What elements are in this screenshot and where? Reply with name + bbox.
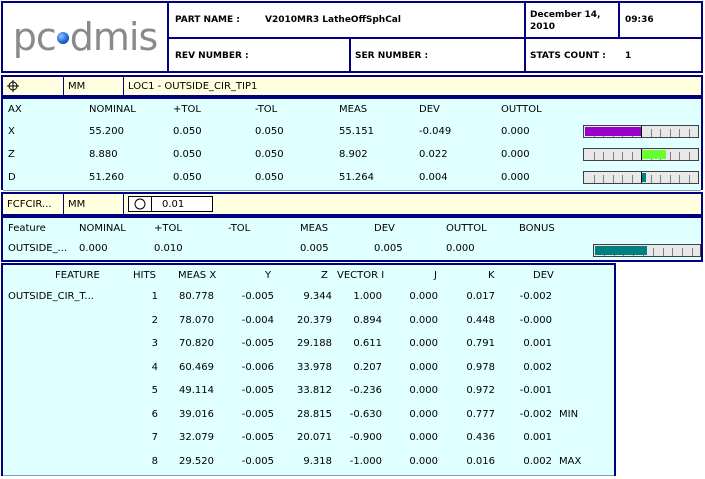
col-outtol: OUTTOL [501, 104, 542, 115]
stats-count-value: 1 [625, 51, 632, 61]
cell-k: 0.978 [466, 361, 495, 373]
part-name-value: V2010MR3 LatheOffSphCal [265, 15, 401, 25]
fcf-col-outtol: OUTTOL [446, 223, 487, 234]
logo-dot-icon [57, 32, 69, 44]
cell-k: 0.448 [466, 314, 495, 326]
cell-dev: 0.002 [523, 361, 552, 373]
cell-minus-tol: 0.050 [255, 172, 284, 183]
table-row[interactable] [3, 287, 614, 312]
cell-hits: 8 [151, 455, 158, 467]
ser-number-label: SER NUMBER : [355, 51, 429, 61]
table-row[interactable] [3, 358, 614, 383]
cell-x: 29.520 [179, 455, 214, 467]
cell-meas: 8.902 [339, 149, 368, 160]
cell-i: 0.207 [353, 361, 382, 373]
feature-name: LOC1 - OUTSIDE_CIR_TIP1 [128, 80, 258, 92]
cell-ax: Z [8, 149, 15, 160]
location-feature-row[interactable] [1, 75, 703, 97]
cell-z: 33.978 [297, 361, 332, 373]
hits-col-dev: DEV [533, 270, 554, 281]
cell-y: -0.005 [241, 385, 274, 396]
cell-plus-tol: 0.050 [173, 149, 202, 160]
deviation-fill [641, 150, 666, 159]
table-row[interactable] [3, 334, 614, 359]
cell-y: -0.005 [241, 291, 274, 302]
fcf-deviation-bar [593, 244, 701, 257]
cell-k: 0.436 [466, 432, 495, 443]
fcf-outtol: 0.000 [446, 243, 475, 254]
cell-x: 39.016 [179, 408, 214, 420]
cell-dev: 0.001 [523, 338, 552, 349]
cell-nominal: 55.200 [89, 126, 124, 137]
cell-j: 0.000 [409, 361, 438, 373]
fcf-table [1, 216, 703, 262]
cell-outtol: 0.000 [501, 126, 530, 137]
fcf-meas: 0.005 [300, 243, 329, 254]
cell-dev: -0.002 [519, 291, 552, 302]
report-date: December 14, 2010 [530, 10, 601, 32]
cell-y: -0.005 [241, 408, 274, 420]
table-row[interactable] [3, 452, 614, 477]
fcf-feature: OUTSIDE_... [8, 243, 68, 254]
cell-z: 29.188 [297, 338, 332, 349]
hits-col-feature: FEATURE [55, 270, 100, 281]
cell-y: -0.004 [241, 314, 274, 326]
cell-i: 1.000 [353, 291, 382, 302]
cell-minus-tol: 0.050 [255, 149, 284, 160]
hits-col-hits: HITS [133, 270, 156, 281]
crosshair-icon [3, 77, 64, 95]
deviation-bar [583, 171, 699, 184]
fcf-col-nominal: NOMINAL [79, 223, 126, 234]
cell-k: 0.017 [466, 291, 495, 302]
fcf-nominal: 0.000 [79, 243, 108, 254]
fcf-feature-row[interactable] [1, 192, 703, 216]
fcf-tolerance-value: 0.01 [162, 198, 185, 210]
cell-nominal: 8.880 [89, 149, 118, 160]
rev-number-label: REV NUMBER : [175, 51, 249, 61]
report-header [1, 1, 703, 73]
cell-x: 70.820 [179, 338, 214, 349]
units-label: MM [64, 77, 124, 95]
report-time: 09:36 [625, 15, 654, 25]
fcf-units: MM [64, 194, 124, 214]
cell-minus-tol: 0.050 [255, 126, 284, 137]
cell-outtol: 0.000 [501, 172, 530, 183]
table-header [3, 99, 701, 121]
cell-i: -0.630 [349, 408, 382, 420]
cell-nominal: 51.260 [89, 172, 124, 183]
pcdmis-logo: pc dmis [3, 3, 169, 71]
fcf-col-feature: Feature [8, 223, 46, 234]
cell-j: 0.000 [409, 432, 438, 443]
cell-dev: -0.000 [519, 314, 552, 326]
cell-x: 32.079 [179, 432, 214, 443]
cell-note: MAX [559, 455, 582, 467]
cell-j: 0.000 [409, 338, 438, 349]
hits-col-k: K [488, 270, 495, 281]
table-row[interactable] [3, 144, 701, 168]
fcf-col-bonus: BONUS [519, 223, 555, 234]
cell-x: 60.469 [179, 361, 214, 373]
cell-z: 9.318 [303, 455, 332, 467]
fcf-data-row[interactable] [3, 240, 701, 260]
fcf-dev: 0.005 [374, 243, 403, 254]
circularity-icon [129, 197, 152, 211]
cell-ax: D [8, 172, 16, 183]
col-meas: MEAS [339, 104, 368, 115]
fcf-col-meas: MEAS [300, 223, 329, 234]
cell-meas: 51.264 [339, 172, 374, 183]
col-plus-tol: +TOL [173, 104, 201, 115]
cell-dev: 0.022 [419, 149, 448, 160]
hits-col-meas-x: MEAS X [178, 270, 217, 281]
cell-j: 0.000 [409, 291, 438, 302]
cell-x: 49.114 [179, 385, 214, 396]
cell-z: 33.812 [297, 385, 332, 396]
cell-hits: 1 [151, 291, 158, 302]
stats-count-label: STATS COUNT : [530, 51, 606, 61]
cell-x: 78.070 [179, 314, 214, 326]
table-row[interactable] [3, 121, 701, 145]
cell-k: 0.972 [466, 385, 495, 396]
fcf-col-dev: DEV [374, 223, 395, 234]
hits-col-z: Z [321, 270, 328, 281]
cell-dev: 0.002 [523, 455, 552, 467]
cell-dev: 0.001 [523, 432, 552, 443]
table-row[interactable] [3, 405, 614, 430]
cell-x: 80.778 [179, 291, 214, 302]
cell-hits: 4 [151, 361, 158, 373]
cell-dev: 0.004 [419, 172, 448, 183]
cell-note: MIN [559, 408, 579, 420]
cell-hits: 2 [151, 314, 158, 326]
fcf-deviation-fill [595, 246, 647, 255]
fcf-col-plus-tol: +TOL [154, 223, 182, 234]
col-minus-tol: -TOL [255, 104, 278, 115]
hits-table [1, 263, 616, 476]
table-row[interactable] [3, 381, 614, 406]
cell-dev: -0.001 [519, 385, 552, 396]
cell-y: -0.005 [241, 455, 274, 467]
deviation-bar [583, 125, 699, 138]
cell-j: 0.000 [409, 408, 438, 420]
cell-i: 0.894 [353, 314, 382, 326]
cell-z: 28.815 [297, 408, 332, 420]
cell-ax: X [8, 126, 15, 137]
cell-hits: 7 [151, 432, 158, 443]
cell-y: -0.006 [241, 361, 274, 373]
part-name-label: PART NAME : [175, 15, 240, 25]
cell-hits: 6 [151, 408, 158, 420]
table-row[interactable] [3, 311, 614, 336]
fcf-tolerance-box [128, 196, 213, 212]
cell-i: -0.900 [349, 432, 382, 443]
cell-dev: -0.049 [419, 126, 452, 137]
cell-i: -0.236 [349, 385, 382, 396]
cell-dev: -0.002 [519, 408, 552, 420]
cell-j: 0.000 [409, 385, 438, 396]
cell-j: 0.000 [409, 455, 438, 467]
cell-z: 9.344 [303, 291, 332, 302]
cell-outtol: 0.000 [501, 149, 530, 160]
hits-col-j: J [434, 270, 437, 281]
deviation-bar [583, 148, 699, 161]
table-row[interactable] [3, 167, 701, 191]
cell-y: -0.005 [241, 338, 274, 349]
deviation-fill [585, 127, 641, 136]
col-ax: AX [8, 104, 22, 115]
cell-i: -1.000 [349, 455, 382, 467]
col-nominal: NOMINAL [89, 104, 136, 115]
cell-k: 0.777 [466, 408, 495, 420]
cell-hits: 3 [151, 338, 158, 349]
cell-meas: 55.151 [339, 126, 374, 137]
fcf-col-minus-tol: -TOL [228, 223, 251, 234]
cell-plus-tol: 0.050 [173, 126, 202, 137]
hits-header [3, 265, 614, 287]
cell-hits: 5 [151, 385, 158, 396]
location-table [1, 97, 703, 190]
cell-k: 0.016 [466, 455, 495, 467]
cell-i: 0.611 [353, 338, 382, 349]
cell-z: 20.071 [297, 432, 332, 443]
hits-col-vector-i: VECTOR I [337, 270, 385, 281]
table-row[interactable] [3, 428, 614, 453]
cell-y: -0.005 [241, 432, 274, 443]
cell-z: 20.379 [297, 314, 332, 326]
col-dev: DEV [419, 104, 440, 115]
cell-feature: OUTSIDE_CIR_T... [8, 291, 94, 302]
cell-plus-tol: 0.050 [173, 172, 202, 183]
cell-k: 0.791 [466, 338, 495, 349]
cell-j: 0.000 [409, 314, 438, 326]
hits-col-y: Y [265, 270, 272, 281]
fcf-label: FCFCIR... [3, 194, 64, 214]
fcf-plus-tol: 0.010 [154, 243, 183, 254]
